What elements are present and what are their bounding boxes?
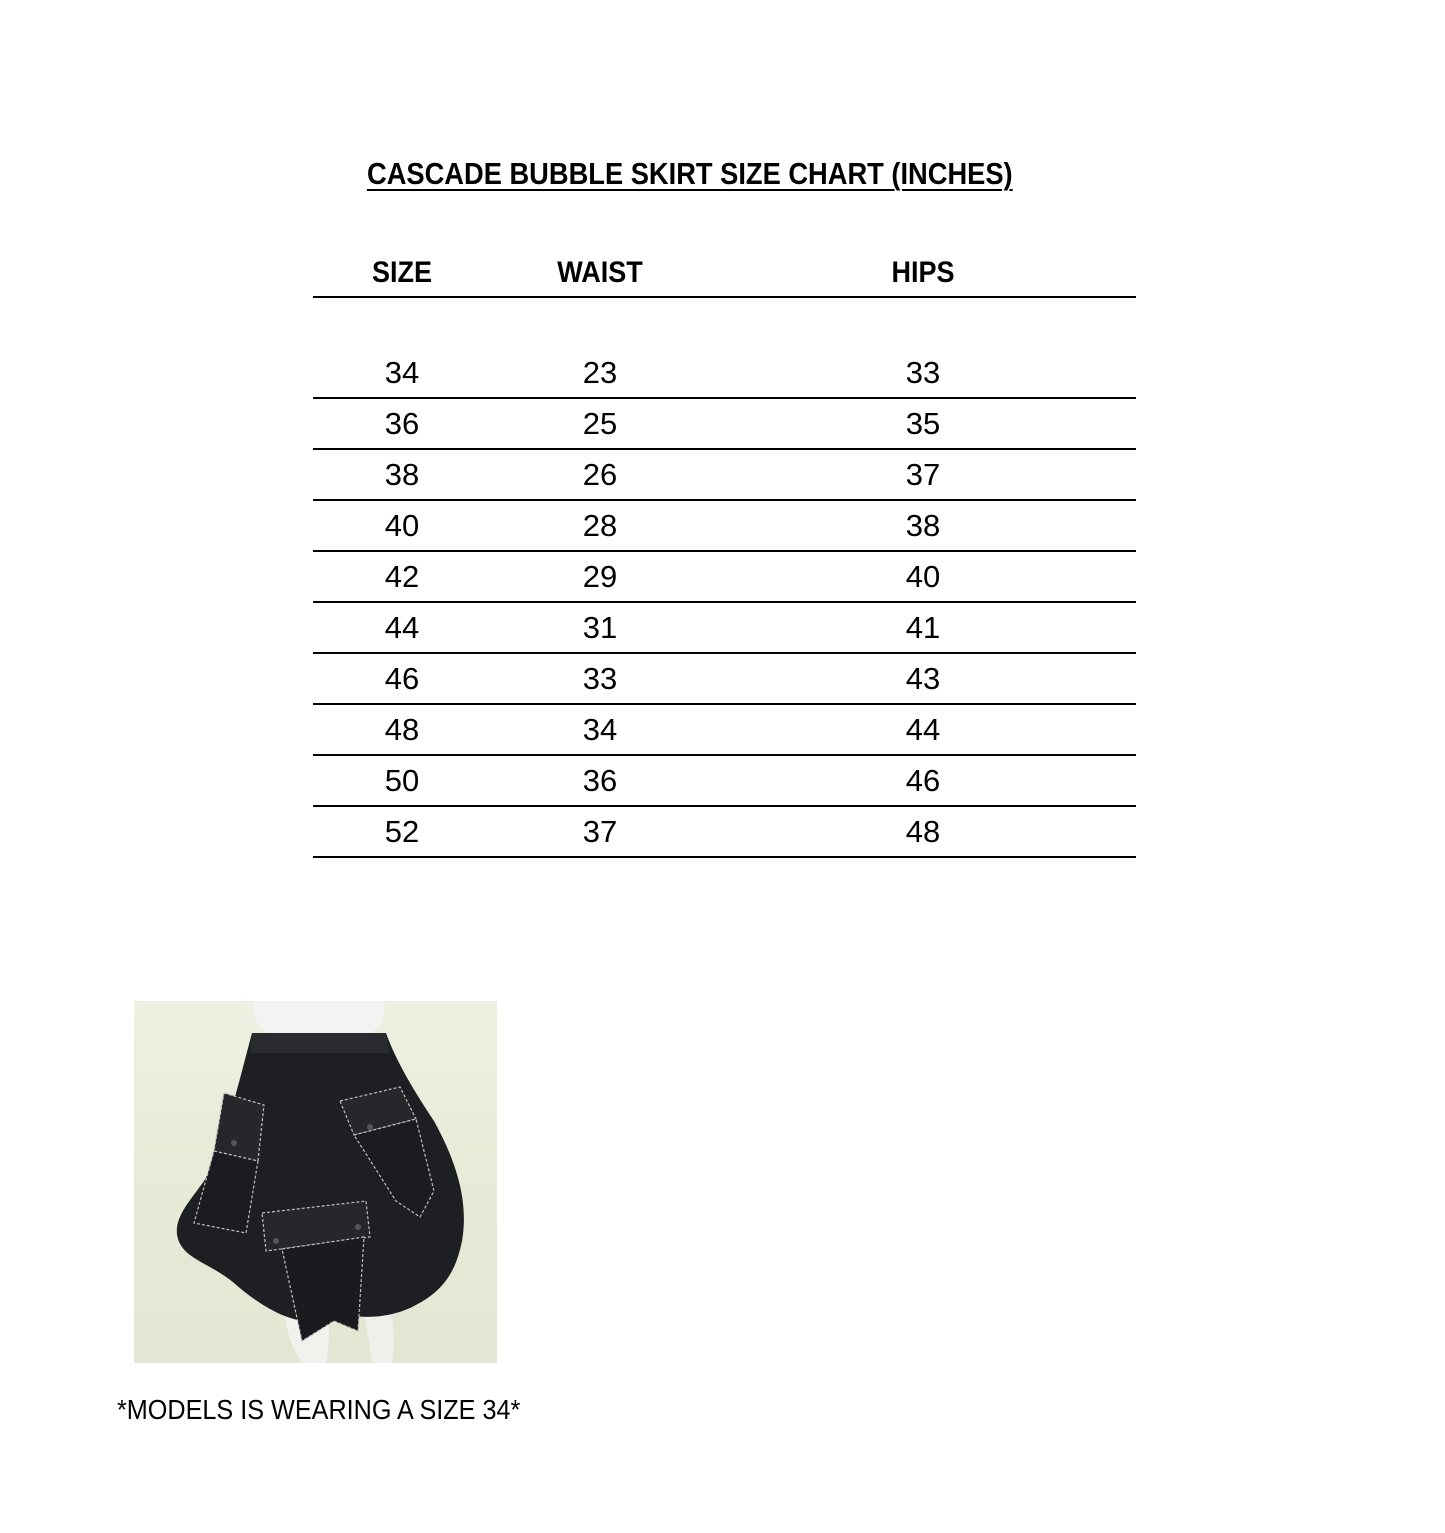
cell-size: 42 <box>384 559 420 594</box>
cell-hips: 41 <box>905 610 941 645</box>
table-spacer <box>313 298 1136 348</box>
cell-hips: 46 <box>905 763 941 798</box>
cell-waist: 37 <box>582 814 618 849</box>
size-chart-table <box>313 250 1136 858</box>
cell-hips: 40 <box>905 559 941 594</box>
mannequin-torso <box>254 1001 385 1035</box>
skirt-illustration <box>134 1001 497 1363</box>
header-waist: WAIST <box>557 256 643 289</box>
cell-waist: 23 <box>582 355 618 390</box>
cell-hips: 37 <box>905 457 941 492</box>
snap-button <box>231 1140 237 1146</box>
cell-waist: 25 <box>582 406 618 441</box>
table-header-row <box>313 250 1136 298</box>
skirt-photo <box>134 1001 497 1363</box>
table-row <box>313 552 1136 603</box>
cell-waist: 26 <box>582 457 618 492</box>
skirt-waistband <box>250 1033 389 1053</box>
cell-size: 52 <box>384 814 420 849</box>
table-row <box>313 348 1136 399</box>
pocket-left <box>214 1093 264 1161</box>
cell-hips: 43 <box>905 661 941 696</box>
table-body <box>313 348 1136 858</box>
caption: *MODELS IS WEARING A SIZE 34* <box>117 1394 521 1425</box>
cell-waist: 28 <box>582 508 618 543</box>
table-row <box>313 807 1136 858</box>
cell-waist: 36 <box>582 763 618 798</box>
cell-size: 36 <box>384 406 420 441</box>
snap-button <box>367 1124 373 1130</box>
table-row <box>313 399 1136 450</box>
table-row <box>313 450 1136 501</box>
cell-size: 50 <box>384 763 420 798</box>
cell-waist: 29 <box>582 559 618 594</box>
cell-size: 44 <box>384 610 420 645</box>
header-hips: HIPS <box>891 256 955 289</box>
table-row <box>313 705 1136 756</box>
cell-waist: 34 <box>582 712 618 747</box>
snap-button <box>355 1224 361 1230</box>
table-row <box>313 501 1136 552</box>
table-row <box>313 603 1136 654</box>
cell-hips: 33 <box>905 355 941 390</box>
cell-hips: 38 <box>905 508 941 543</box>
cell-waist: 33 <box>582 661 618 696</box>
cell-hips: 48 <box>905 814 941 849</box>
table-row <box>313 654 1136 705</box>
snap-button <box>273 1238 279 1244</box>
cell-size: 34 <box>384 355 420 390</box>
cell-size: 48 <box>384 712 420 747</box>
cell-hips: 44 <box>905 712 941 747</box>
cell-waist: 31 <box>582 610 618 645</box>
pocket-left-bag <box>194 1151 258 1233</box>
cell-size: 38 <box>384 457 420 492</box>
cell-size: 46 <box>384 661 420 696</box>
cell-hips: 35 <box>905 406 941 441</box>
table-row <box>313 756 1136 807</box>
header-size: SIZE <box>371 256 433 289</box>
page-title: CASCADE BUBBLE SKIRT SIZE CHART (INCHES) <box>367 156 1013 191</box>
cell-size: 40 <box>384 508 420 543</box>
